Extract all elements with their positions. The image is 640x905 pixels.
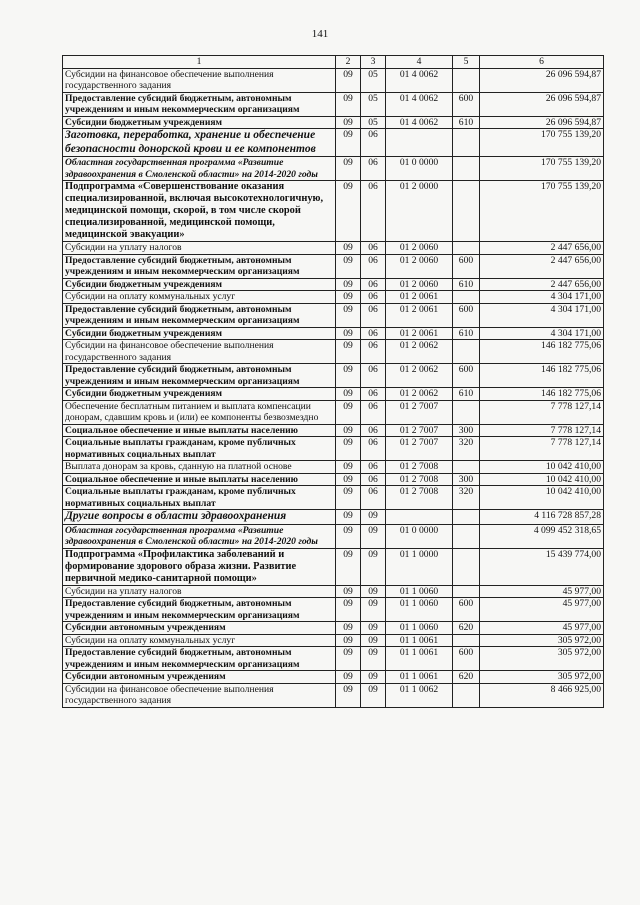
cell-expense-type (453, 461, 480, 474)
cell-name: Подпрограмма «Профилактика заболеваний и формирование здорового образа жизни. Развитие первичной медико-санитарной помощи» (63, 548, 336, 585)
cell-name: Субсидии на оплату коммунальных услуг (63, 634, 336, 647)
cell-section: 09 (336, 278, 361, 291)
cell-expense-type (453, 510, 480, 525)
cell-amount: 7 778 127,14 (480, 437, 604, 461)
cell-target-article: 01 2 0000 (386, 181, 453, 242)
table-row (63, 461, 604, 474)
cell-amount: 170 755 139,20 (480, 129, 604, 157)
cell-expense-type: 320 (453, 486, 480, 510)
cell-name: Предоставление субсидий бюджетным, автономным учреждениям и иным некоммерческим организациям (63, 647, 336, 671)
table-row (63, 524, 604, 548)
cell-amount: 146 182 775,06 (480, 364, 604, 388)
cell-name: Субсидии на финансовое обеспечение выполнения государственного задания (63, 340, 336, 364)
cell-target-article: 01 4 0062 (386, 116, 453, 129)
table-row (63, 68, 604, 92)
cell-name: Субсидии автономным учреждениям (63, 671, 336, 684)
cell-subsection: 06 (361, 242, 386, 255)
cell-section: 09 (336, 622, 361, 635)
header-name: 1 (63, 56, 336, 69)
cell-target-article: 01 2 0061 (386, 303, 453, 327)
cell-target-article: 01 4 0062 (386, 68, 453, 92)
cell-amount: 10 042 410,00 (480, 461, 604, 474)
cell-section: 09 (336, 647, 361, 671)
table-row (63, 364, 604, 388)
cell-subsection: 06 (361, 424, 386, 437)
cell-target-article: 01 2 0062 (386, 340, 453, 364)
cell-amount: 305 972,00 (480, 634, 604, 647)
cell-target-article: 01 0 0000 (386, 157, 453, 181)
cell-section: 09 (336, 181, 361, 242)
cell-target-article: 01 2 7008 (386, 486, 453, 510)
table-row (63, 116, 604, 129)
cell-name: Социальные выплаты гражданам, кроме публичных нормативных социальных выплат (63, 437, 336, 461)
cell-section: 09 (336, 634, 361, 647)
table-row (63, 585, 604, 598)
cell-amount: 170 755 139,20 (480, 157, 604, 181)
cell-expense-type: 600 (453, 598, 480, 622)
cell-name: Предоставление субсидий бюджетным, автономным учреждениям и иным некоммерческим организациям (63, 254, 336, 278)
cell-target-article: 01 1 0061 (386, 647, 453, 671)
cell-subsection: 06 (361, 291, 386, 304)
cell-name: Предоставление субсидий бюджетным, автономным учреждениям и иным некоммерческим организациям (63, 303, 336, 327)
cell-target-article: 01 2 7007 (386, 400, 453, 424)
table-row (63, 157, 604, 181)
cell-name: Субсидии автономным учреждениям (63, 622, 336, 635)
cell-section: 09 (336, 242, 361, 255)
cell-subsection: 06 (361, 461, 386, 474)
cell-target-article: 01 2 0062 (386, 364, 453, 388)
cell-target-article: 01 1 0060 (386, 598, 453, 622)
cell-expense-type: 600 (453, 254, 480, 278)
cell-name: Обеспечение бесплатным питанием и выплата компенсации донорам, сдавшим кровь и (или) ее компоненты безвозмездно (63, 400, 336, 424)
table-row (63, 291, 604, 304)
cell-section: 09 (336, 388, 361, 401)
cell-amount: 26 096 594,87 (480, 116, 604, 129)
cell-target-article: 01 2 0061 (386, 327, 453, 340)
cell-expense-type: 600 (453, 364, 480, 388)
cell-subsection: 06 (361, 181, 386, 242)
cell-name: Предоставление субсидий бюджетным, автономным учреждениям и иным некоммерческим организациям (63, 598, 336, 622)
cell-name: Социальное обеспечение и иные выплаты населению (63, 424, 336, 437)
cell-expense-type: 620 (453, 622, 480, 635)
cell-expense-type: 610 (453, 327, 480, 340)
table-row (63, 437, 604, 461)
cell-expense-type (453, 683, 480, 707)
cell-target-article (386, 510, 453, 525)
cell-target-article: 01 1 0060 (386, 622, 453, 635)
cell-section: 09 (336, 585, 361, 598)
cell-subsection: 05 (361, 92, 386, 116)
cell-section: 09 (336, 524, 361, 548)
cell-section: 09 (336, 598, 361, 622)
table-row (63, 683, 604, 707)
cell-subsection: 09 (361, 634, 386, 647)
cell-amount: 146 182 775,06 (480, 388, 604, 401)
table-row (63, 622, 604, 635)
cell-expense-type: 300 (453, 424, 480, 437)
cell-section: 09 (336, 254, 361, 278)
cell-subsection: 09 (361, 622, 386, 635)
table-row (63, 598, 604, 622)
cell-expense-type (453, 157, 480, 181)
table-row (63, 400, 604, 424)
cell-target-article: 01 2 0062 (386, 388, 453, 401)
table-row (63, 129, 604, 157)
cell-subsection: 09 (361, 598, 386, 622)
cell-expense-type (453, 181, 480, 242)
table-row (63, 634, 604, 647)
table-row (63, 548, 604, 585)
table-row (63, 303, 604, 327)
cell-section: 09 (336, 683, 361, 707)
cell-amount: 45 977,00 (480, 585, 604, 598)
cell-subsection: 09 (361, 671, 386, 684)
cell-amount: 26 096 594,87 (480, 92, 604, 116)
cell-name: Субсидии бюджетным учреждениям (63, 327, 336, 340)
cell-target-article: 01 4 0062 (386, 92, 453, 116)
cell-expense-type: 620 (453, 671, 480, 684)
cell-target-article: 01 2 0061 (386, 291, 453, 304)
cell-section: 09 (336, 68, 361, 92)
cell-name: Областная государственная программа «Развитие здравоохранения в Смоленской области» на 2014-2020 годы (63, 157, 336, 181)
cell-subsection: 06 (361, 400, 386, 424)
cell-expense-type (453, 548, 480, 585)
cell-name: Другие вопросы в области здравоохранения (63, 510, 336, 525)
cell-amount: 4 304 171,00 (480, 327, 604, 340)
cell-subsection: 06 (361, 388, 386, 401)
cell-amount: 15 439 774,00 (480, 548, 604, 585)
table-row (63, 340, 604, 364)
cell-target-article: 01 0 0000 (386, 524, 453, 548)
cell-subsection: 06 (361, 254, 386, 278)
cell-subsection: 06 (361, 437, 386, 461)
cell-expense-type: 600 (453, 647, 480, 671)
cell-section: 09 (336, 671, 361, 684)
cell-amount: 170 755 139,20 (480, 181, 604, 242)
cell-name: Субсидии бюджетным учреждениям (63, 388, 336, 401)
cell-subsection: 06 (361, 486, 386, 510)
cell-name: Заготовка, переработка, хранение и обеспечение безопасности донорской крови и ее компонентов (63, 129, 336, 157)
cell-subsection: 09 (361, 683, 386, 707)
cell-expense-type (453, 634, 480, 647)
cell-target-article: 01 2 0060 (386, 254, 453, 278)
cell-amount: 4 304 171,00 (480, 291, 604, 304)
table-row (63, 671, 604, 684)
cell-subsection: 06 (361, 364, 386, 388)
cell-amount: 45 977,00 (480, 598, 604, 622)
table-row (63, 254, 604, 278)
cell-target-article: 01 2 0060 (386, 278, 453, 291)
table-row (63, 486, 604, 510)
cell-amount: 8 466 925,00 (480, 683, 604, 707)
cell-name: Субсидии на уплату налогов (63, 242, 336, 255)
cell-target-article: 01 2 0060 (386, 242, 453, 255)
cell-target-article: 01 1 0061 (386, 634, 453, 647)
header-expense-type: 5 (453, 56, 480, 69)
cell-subsection: 09 (361, 524, 386, 548)
cell-section: 09 (336, 548, 361, 585)
cell-subsection: 09 (361, 548, 386, 585)
cell-section: 09 (336, 486, 361, 510)
cell-section: 09 (336, 340, 361, 364)
cell-name: Социальные выплаты гражданам, кроме публичных нормативных социальных выплат (63, 486, 336, 510)
cell-amount: 4 099 452 318,65 (480, 524, 604, 548)
header-subsection: 3 (361, 56, 386, 69)
cell-amount: 26 096 594,87 (480, 68, 604, 92)
cell-section: 09 (336, 400, 361, 424)
table-row (63, 388, 604, 401)
cell-name: Субсидии бюджетным учреждениям (63, 278, 336, 291)
cell-target-article: 01 2 7008 (386, 461, 453, 474)
cell-amount: 146 182 775,06 (480, 340, 604, 364)
cell-target-article: 01 1 0062 (386, 683, 453, 707)
cell-amount: 4 304 171,00 (480, 303, 604, 327)
cell-amount: 2 447 656,00 (480, 278, 604, 291)
cell-name: Подпрограмма «Совершенствование оказания специализированной, включая высокотехнологичную, медицинской помощи, скорой, в том числе скорой специализированной, медицинской помощи, медицинской эвакуации» (63, 181, 336, 242)
cell-name: Субсидии на уплату налогов (63, 585, 336, 598)
cell-subsection: 09 (361, 647, 386, 671)
cell-expense-type (453, 242, 480, 255)
cell-target-article: 01 1 0000 (386, 548, 453, 585)
cell-target-article: 01 2 7007 (386, 437, 453, 461)
cell-subsection: 06 (361, 278, 386, 291)
cell-subsection: 09 (361, 585, 386, 598)
cell-section: 09 (336, 116, 361, 129)
table-row (63, 181, 604, 242)
cell-target-article: 01 2 7007 (386, 424, 453, 437)
budget-table (62, 55, 604, 708)
cell-section: 09 (336, 303, 361, 327)
page-number: 141 (311, 28, 329, 40)
header-target-article: 4 (386, 56, 453, 69)
cell-target-article (386, 129, 453, 157)
cell-section: 09 (336, 327, 361, 340)
cell-expense-type (453, 129, 480, 157)
cell-amount: 2 447 656,00 (480, 254, 604, 278)
cell-expense-type (453, 291, 480, 304)
cell-target-article: 01 1 0061 (386, 671, 453, 684)
cell-name: Субсидии на оплату коммунальных услуг (63, 291, 336, 304)
cell-subsection: 06 (361, 327, 386, 340)
cell-subsection: 05 (361, 68, 386, 92)
cell-expense-type: 610 (453, 116, 480, 129)
cell-amount: 45 977,00 (480, 622, 604, 635)
cell-expense-type (453, 340, 480, 364)
cell-name: Субсидии на финансовое обеспечение выполнения государственного задания (63, 683, 336, 707)
cell-expense-type: 300 (453, 473, 480, 486)
header-amount: 6 (480, 56, 604, 69)
cell-name: Субсидии на финансовое обеспечение выполнения государственного задания (63, 68, 336, 92)
table-row (63, 473, 604, 486)
cell-amount: 4 116 728 857,28 (480, 510, 604, 525)
cell-target-article: 01 1 0060 (386, 585, 453, 598)
cell-subsection: 06 (361, 303, 386, 327)
cell-expense-type (453, 68, 480, 92)
table-row (63, 92, 604, 116)
cell-amount: 305 972,00 (480, 671, 604, 684)
cell-expense-type: 610 (453, 278, 480, 291)
cell-amount: 10 042 410,00 (480, 486, 604, 510)
cell-amount: 305 972,00 (480, 647, 604, 671)
cell-section: 09 (336, 510, 361, 525)
cell-amount: 7 778 127,14 (480, 400, 604, 424)
table-row (63, 424, 604, 437)
cell-expense-type: 610 (453, 388, 480, 401)
table-row (63, 242, 604, 255)
cell-section: 09 (336, 157, 361, 181)
cell-subsection: 09 (361, 510, 386, 525)
cell-expense-type (453, 524, 480, 548)
table-header-row (63, 56, 604, 69)
table-row (63, 647, 604, 671)
cell-section: 09 (336, 92, 361, 116)
cell-amount: 2 447 656,00 (480, 242, 604, 255)
cell-target-article: 01 2 7008 (386, 473, 453, 486)
table-row (63, 278, 604, 291)
header-section: 2 (336, 56, 361, 69)
cell-section: 09 (336, 364, 361, 388)
cell-subsection: 06 (361, 157, 386, 181)
cell-section: 09 (336, 473, 361, 486)
cell-name: Предоставление субсидий бюджетным, автономным учреждениям и иным некоммерческим организациям (63, 92, 336, 116)
cell-name: Социальное обеспечение и иные выплаты населению (63, 473, 336, 486)
table-row (63, 510, 604, 525)
cell-expense-type: 600 (453, 303, 480, 327)
cell-section: 09 (336, 129, 361, 157)
cell-amount: 7 778 127,14 (480, 424, 604, 437)
cell-expense-type (453, 400, 480, 424)
table-row (63, 327, 604, 340)
cell-section: 09 (336, 424, 361, 437)
cell-expense-type (453, 585, 480, 598)
cell-subsection: 05 (361, 116, 386, 129)
cell-name: Областная государственная программа «Развитие здравоохранения в Смоленской области» на 2014-2020 годы (63, 524, 336, 548)
cell-expense-type: 320 (453, 437, 480, 461)
cell-name: Выплата донорам за кровь, сданную на платной основе (63, 461, 336, 474)
cell-name: Предоставление субсидий бюджетным, автономным учреждениям и иным некоммерческим организациям (63, 364, 336, 388)
cell-subsection: 06 (361, 473, 386, 486)
cell-subsection: 06 (361, 340, 386, 364)
cell-amount: 10 042 410,00 (480, 473, 604, 486)
cell-expense-type: 600 (453, 92, 480, 116)
cell-section: 09 (336, 437, 361, 461)
cell-subsection: 06 (361, 129, 386, 157)
cell-section: 09 (336, 461, 361, 474)
cell-name: Субсидии бюджетным учреждениям (63, 116, 336, 129)
cell-section: 09 (336, 291, 361, 304)
